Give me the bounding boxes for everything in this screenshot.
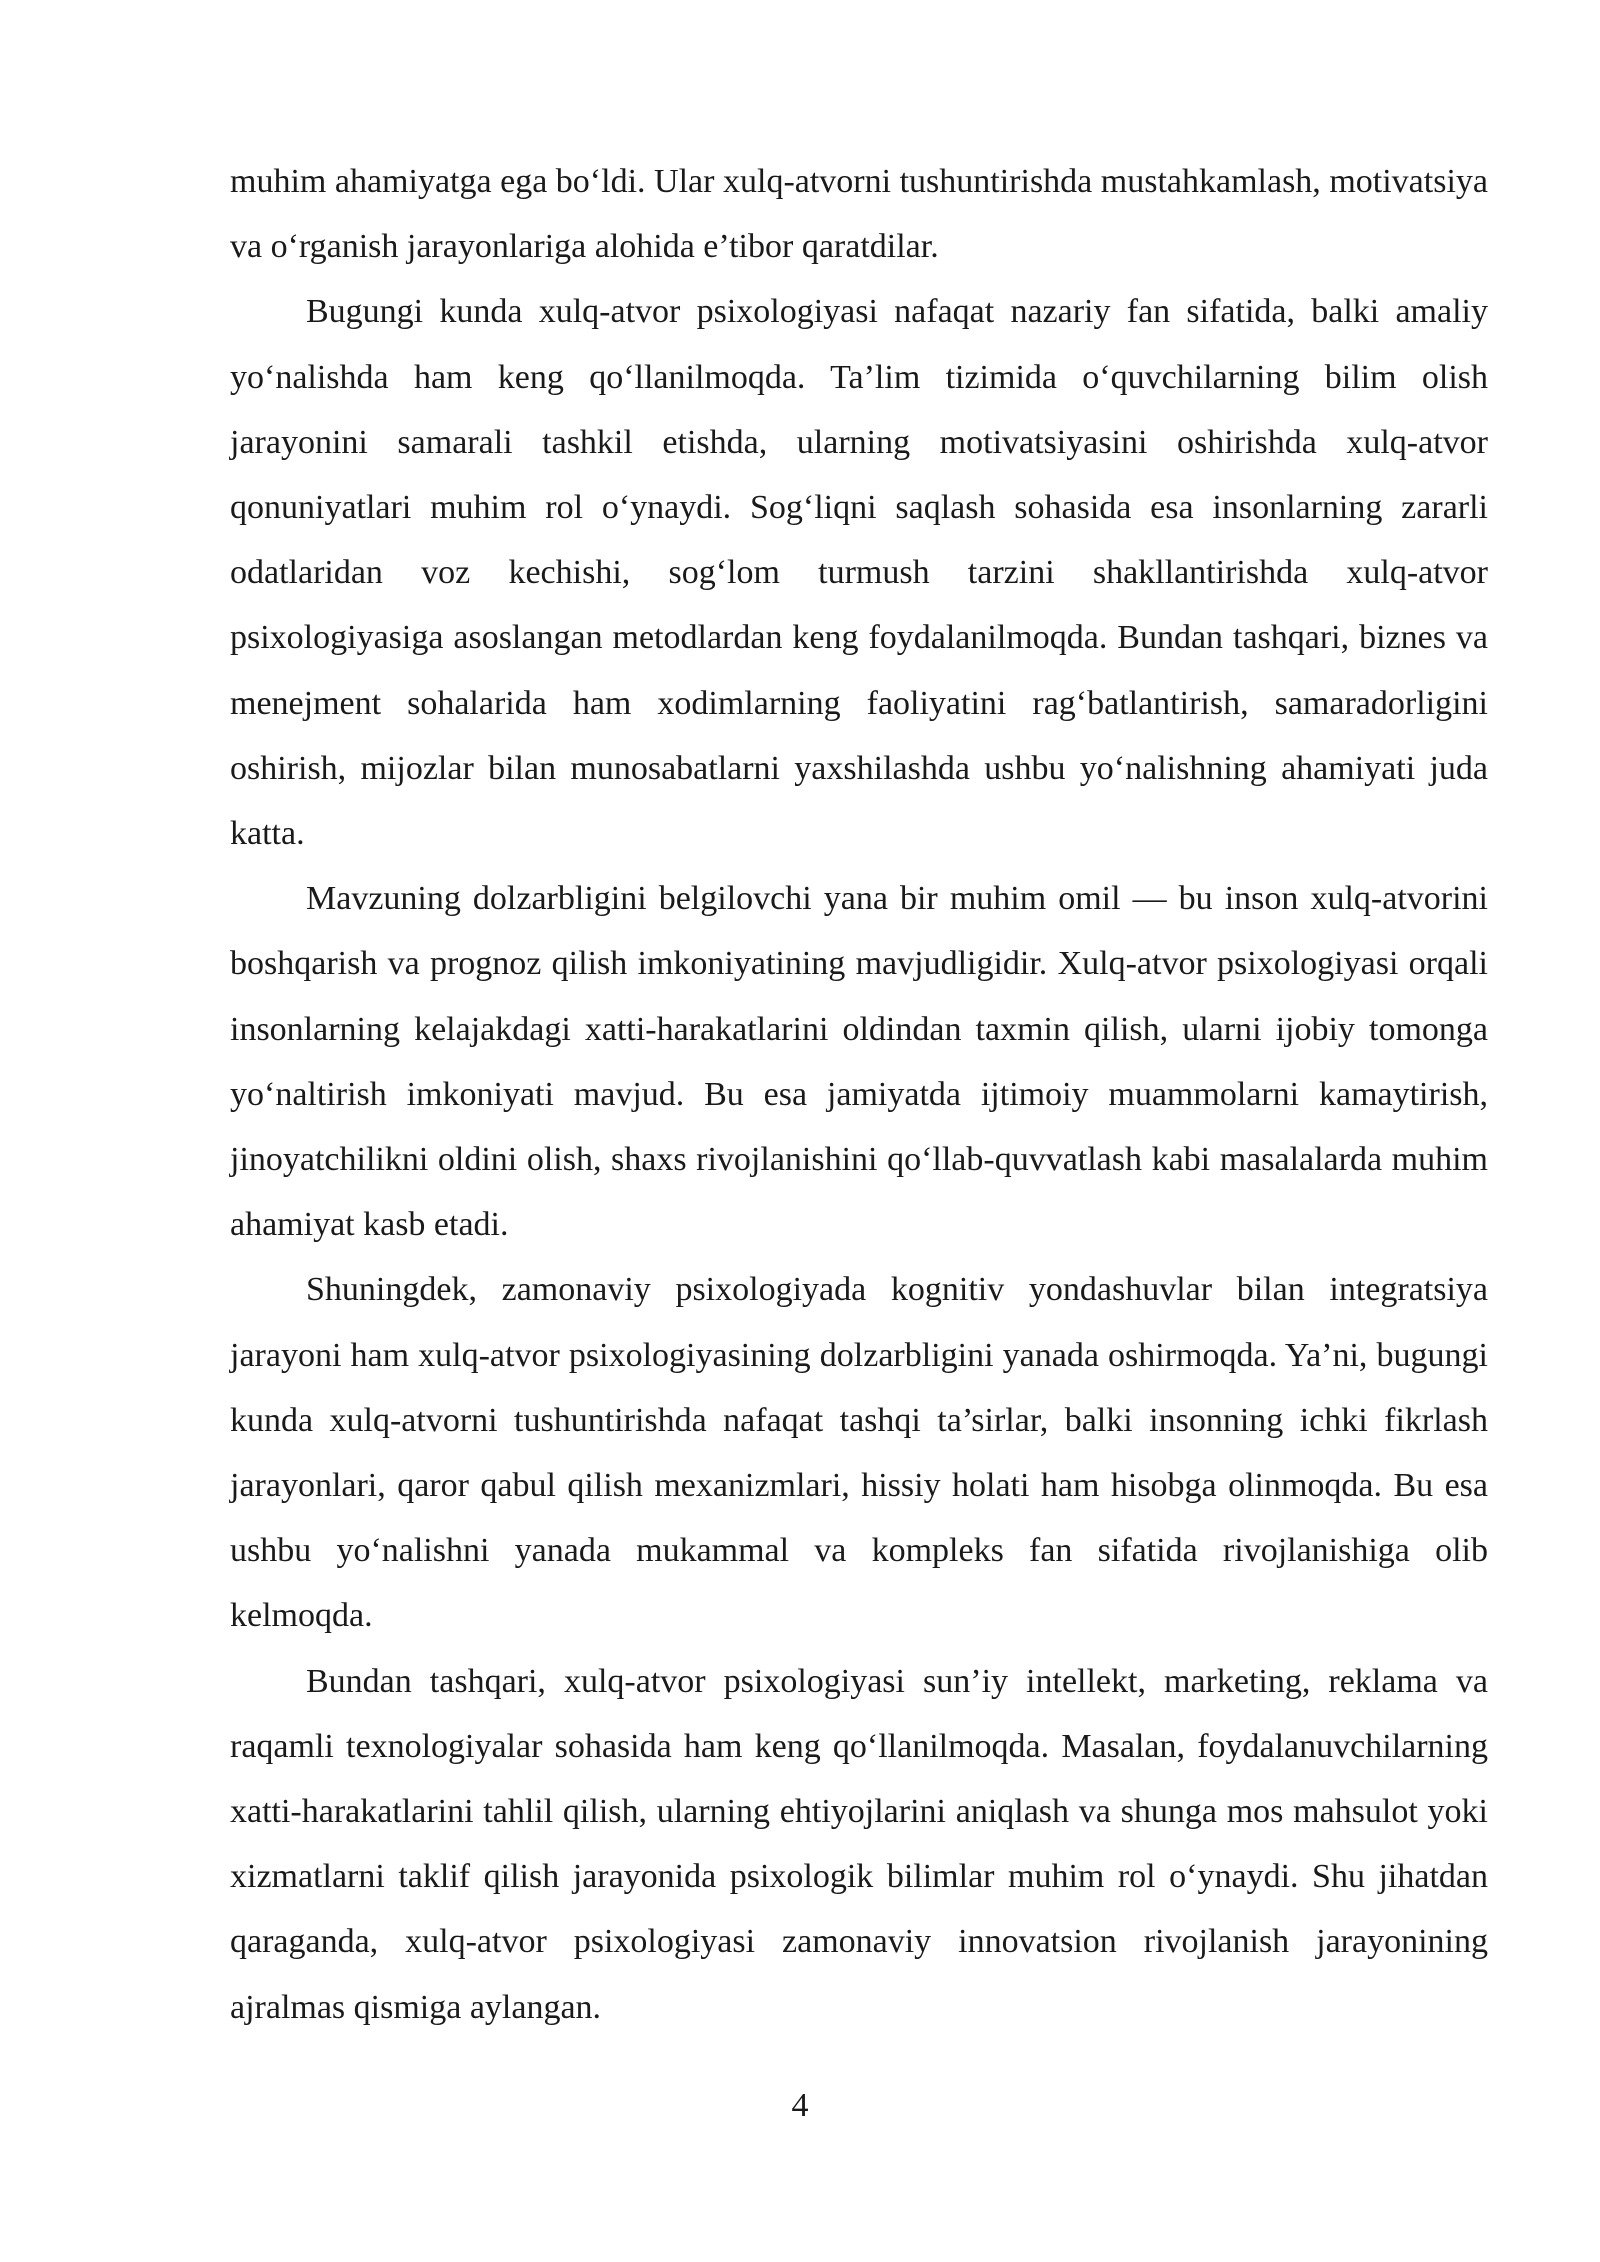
paragraph-cognitive-integration: Shuningdek, zamonaviy psixologiyada kognitiv yondashuvlar bilan integratsiya jarayoni ham xulq-atvor psixologiyasining dolzarbligini yanada oshirmoqda. Ya’ni, bugungi kunda xulq-atvorni tushuntirishda nafaqat tashqi ta’sirlar, balki insonning ichki fikrlash jarayonlari, qaror qabul qilish mexanizmlari, hissiy holati ham hisobga olinmoqda. Bu esa ushbu yo‘nalishni yanada mukammal va kompleks fan sifatida rivojlanishiga olib kelmoqda. xyxy=(230,1271,1488,1635)
body-text xyxy=(230,149,1488,2040)
paragraph-continuation: muhim ahamiyatga ega bo‘ldi. Ular xulq-atvorni tushuntirishda mustahkamlash, motivatsiya va o‘rganish jarayonlariga alohida e’tibor qaratdilar. xyxy=(230,163,1488,266)
paragraph-relevance: Mavzuning dolzarbligini belgilovchi yana bir muhim omil — bu inson xulq-atvorini boshqarish va prognoz qilish imkoniyatining mavjudligidir. Xulq-atvor psixologiyasi orqali insonlarning kelajakdagi xatti-harakatlarini oldindan taxmin qilish, ularni ijobiy tomonga yo‘naltirish imkoniyati mavjud. Bu esa jamiyatda ijtimoiy muammolarni kamaytirish, jinoyatchilikni oldini olish, shaxs rivojlanishini qo‘llab-quvvatlash kabi masalalarda muhim ahamiyat kasb etadi. xyxy=(230,880,1488,1244)
paragraph-applications: Bugungi kunda xulq-atvor psixologiyasi nafaqat nazariy fan sifatida, balki amaliy yo‘nalishda ham keng qo‘llanilmoqda. Ta’lim tizimida o‘quvchilarning bilim olish jarayonini samarali tashkil etishda, ularning motivatsiyasini oshirishda xulq-atvor qonuniyatlari muhim rol o‘ynaydi. Sog‘liqni saqlash sohasida esa insonlarning zararli odatlaridan voz kechishi, sog‘lom turmush tarzini shakllantirishda xulq-atvor psixologiyasiga asoslangan metodlardan keng foydalanilmoqda. Bundan tashqari, biznes va menejment sohalarida ham xodimlarning faoliyatini rag‘batlantirish, samaradorligini oshirish, mijozlar bilan munosabatlarni yaxshilashda ushbu yo‘nalishning ahamiyati juda katta. xyxy=(230,293,1488,853)
page-number: 4 xyxy=(791,2087,809,2124)
paragraph-technology: Bundan tashqari, xulq-atvor psixologiyasi sun’iy intellekt, marketing, reklama va raqamli texnologiyalar sohasida ham keng qo‘llanilmoqda. Masalan, foydalanuvchilarning xatti-harakatlarini tahlil qilish, ularning ehtiyojlarini aniqlash va shunga mos mahsulot yoki xizmatlarni taklif qilish jarayonida psixologik bilimlar muhim rol o‘ynaydi. Shu jihatdan qaraganda, xulq-atvor psixologiyasi zamonaviy innovatsion rivojlanish jarayonining ajralmas qismiga aylangan. xyxy=(230,1662,1488,2026)
